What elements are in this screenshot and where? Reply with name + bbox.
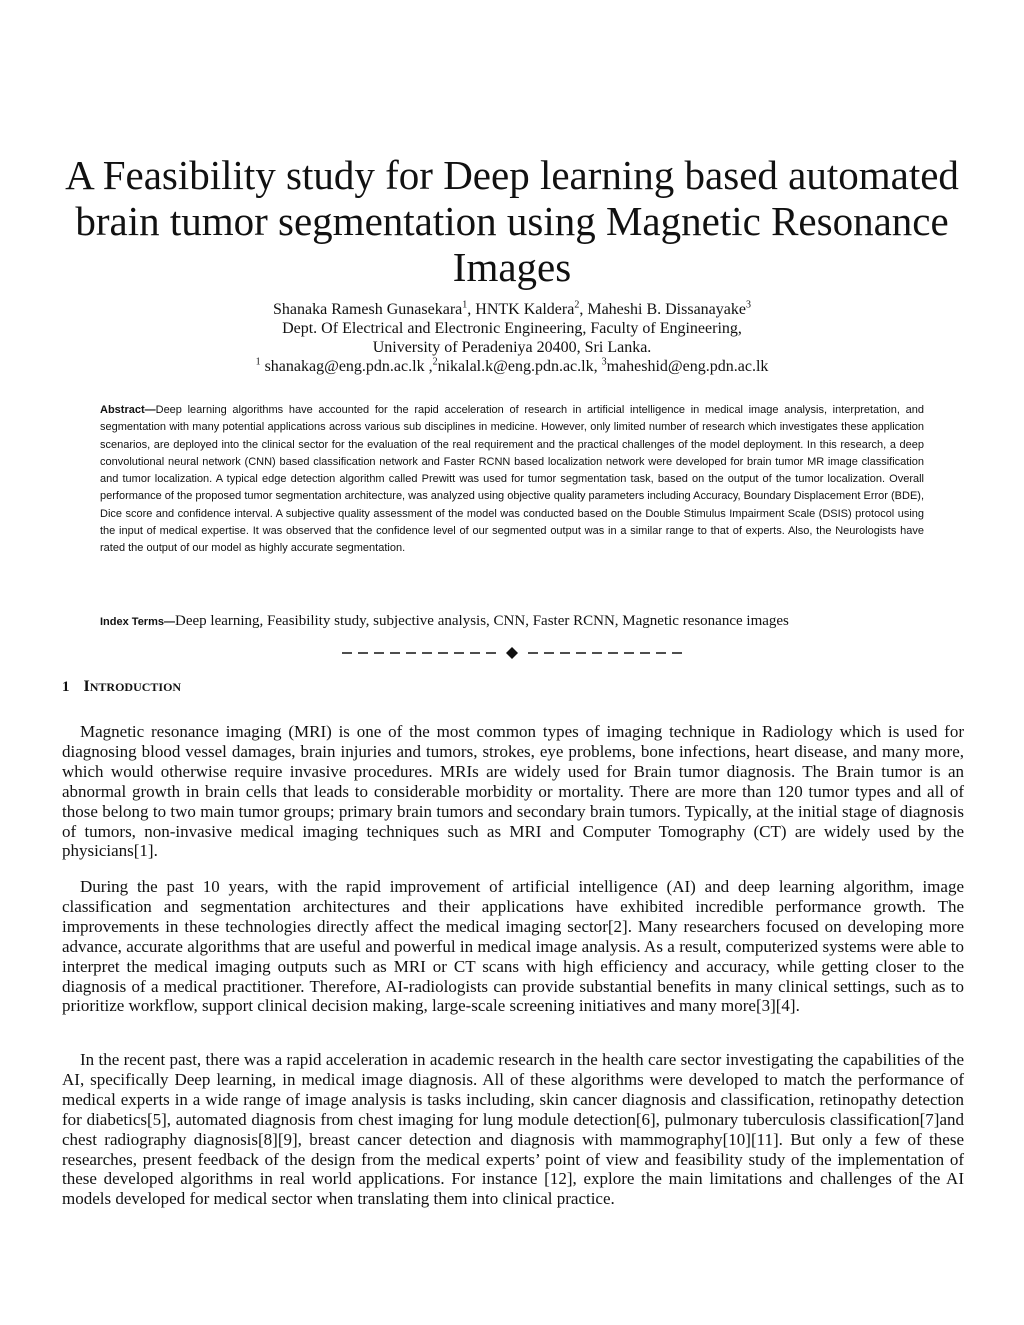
author-3: , Maheshi B. Dissanayake [579, 301, 746, 318]
affiliation-university: University of Peradeniya 20400, Sri Lanka. [372, 339, 652, 356]
paper-title: A Feasibility study for Deep learning based automated brain tumor segmentation using Magnetic Resonance Images [65, 152, 959, 290]
email-1[interactable]: shanakag@eng.pdn.ac.lk , [260, 358, 433, 375]
paragraph-3: In the recent past, there was a rapid acceleration in academic research in the health care sector investigating the capabilities of the AI, specifically Deep learning, in medical image diagnosis. All of these algorithms were developed to match the performance of medical experts in a wide range of image analysis is tasks including, skin cancer diagnosis and classification, retinopathy detection for diabetics[5], automated diagnosis from chest imaging for lung module detection[6], pulmonary tuberculosis classification[7]and chest radiography diagnosis[8][9], breast cancer detection and diagnosis with mammography[10][11]. But only a few of these researches, present feedback of the design from the medical experts’ point of view and feasibility study of the implementation of these developed algorithms in real world applications. For instance [12], explore the main limitations and challenges of the AI models developed for medical sector when translating them into clinical practice. [62, 1050, 964, 1209]
author-1: Shanaka Ramesh Gunasekara [273, 301, 463, 318]
diamond-icon [506, 647, 518, 659]
abstract-label: Abstract [100, 404, 145, 416]
abstract: Abstract—Deep learning algorithms have accounted for the rapid acceleration of research in artificial intelligence in medical image analysis, interpretation, and segmentation with many potential applications across various sub disciplines in medicine. However, only limited number of research which investigates these application scenarios, are deployed into the clinical sector for the evaluation of the real requirement and the practical challenges of the model deployment. In this research, a deep convolutional neural network (CNN) based classification network and Faster RCNN based localization network were developed for brain tumor MR image classification and tumor localization. A typical edge detection algorithm called Prewitt was used for tumor segmentation task, based on the output of the tumor localization. Overall performance of the proposed tumor segmentation architecture, was analyzed using objective quality parameters including Accuracy, Boundary Displacement Error (BDE), Dice score and confidence interval. A subjective quality assessment of the model was conducted based on the Double Stimulus Impairment Scale (DSIS) protocol using the input of medical expertise. It was observed that the confidence level of our segmented output was in a similar range to that of experts. Also, the Neurologists have rated the output of our model as highly accurate segmentation. [100, 404, 924, 555]
paragraph-1: Magnetic resonance imaging (MRI) is one of the most common types of imaging technique in Radiology which is used for diagnosing blood vessel damages, brain injuries and tumors, strokes, eye problems, bone infections, heart disease, and many more, which would otherwise require invasive procedures. MRIs are widely used for Brain tumor diagnosis. The Brain tumor is an abnormal growth in brain cells that leads to considerable morbidity or mortality. There are more than 120 tumor types and all of those belong to two main tumor groups; primary brain tumors and secondary brain tumors. Typically, at the initial stage of diagnosis of tumors, non-invasive medical imaging techniques such as MRI and Computer Tomography (CT) are widely used by the physicians[1]. [62, 722, 964, 861]
section-separator [340, 646, 684, 660]
author-2: , HNTK Kaldera [467, 301, 575, 318]
index-terms-label: Index Terms— [100, 616, 175, 628]
email-2[interactable]: nikalal.k@eng.pdn.ac.lk, [437, 358, 602, 375]
abstract-text: Deep learning algorithms have accounted for the rapid acceleration of research in artificial intelligence in medical image analysis, interpretation, and segmentation with many potential applications across various sub disciplines in medicine. However, only limited number of research which investigates these application scenarios, are deployed into the clinical sector for the evaluation of the real requirement and the practical challenges of the model deployment. In this research, a deep convolutional neural network (CNN) based classification network and Faster RCNN based localization network were developed for brain tumor MR image classification and tumor localization. A typical edge detection algorithm called Prewitt was used for tumor segmentation task, based on the output of the tumor localization. Overall performance of the proposed tumor segmentation architecture, was analyzed using objective quality parameters including Accuracy, Boundary Displacement Error (BDE), Dice score and confidence interval. A subjective quality assessment of the model was conducted based on the Double Stimulus Impairment Scale (DSIS) protocol using the input of medical expertise. It was observed that the confidence level of our segmented output was in a similar range to that of experts. Also, the Neurologists have rated the output of our model as highly accurate segmentation. [100, 404, 924, 555]
author-block [60, 300, 964, 376]
author-names [60, 300, 964, 319]
author-2-affil: 2 [574, 299, 580, 311]
author-1-affil: 1 [462, 299, 468, 311]
paragraph-2: During the past 10 years, with the rapid improvement of artificial intelligence (AI) and deep learning algorithm, image classification and segmentation architectures and their applications have exhibited incredible performance growth. The improvements in these technologies directly affect the medical imaging sector[2]. Many researchers focused on developing more advance, accurate algorithms that are useful and powerful in medical image analysis. As a result, computerized systems were able to interpret the medical imaging outputs such as MRI or CT scans with high efficiency and accuracy, while getting closer to the diagnosis of a medical practitioner. Therefore, AI-radiologists can provide substantial benefits in many clinical settings, such as to prioritize workflow, support clinical decision making, large-scale screening initiatives and many more[3][4]. [62, 877, 964, 1016]
author-3-affil: 3 [745, 299, 751, 311]
author-emails: $^1$ shanakag@eng.pdn.ac.lk ,$^2$nikalal.k@eng.pdn.ac.lk, $^3$maheshid@eng.pdn.ac.lk [255, 356, 769, 375]
email-3[interactable]: maheshid@eng.pdn.ac.lk [606, 358, 769, 375]
index-terms-text: Deep learning, Feasibility study, subjective analysis, CNN, Faster RCNN, Magnetic resonance images [175, 613, 789, 629]
section-heading-introduction: 1 INTRODUCTION [62, 678, 182, 695]
affiliation-dept: Dept. Of Electrical and Electronic Engineering, Faculty of Engineering, [282, 320, 742, 337]
section-number: 1 [62, 679, 70, 695]
index-terms [100, 612, 930, 631]
